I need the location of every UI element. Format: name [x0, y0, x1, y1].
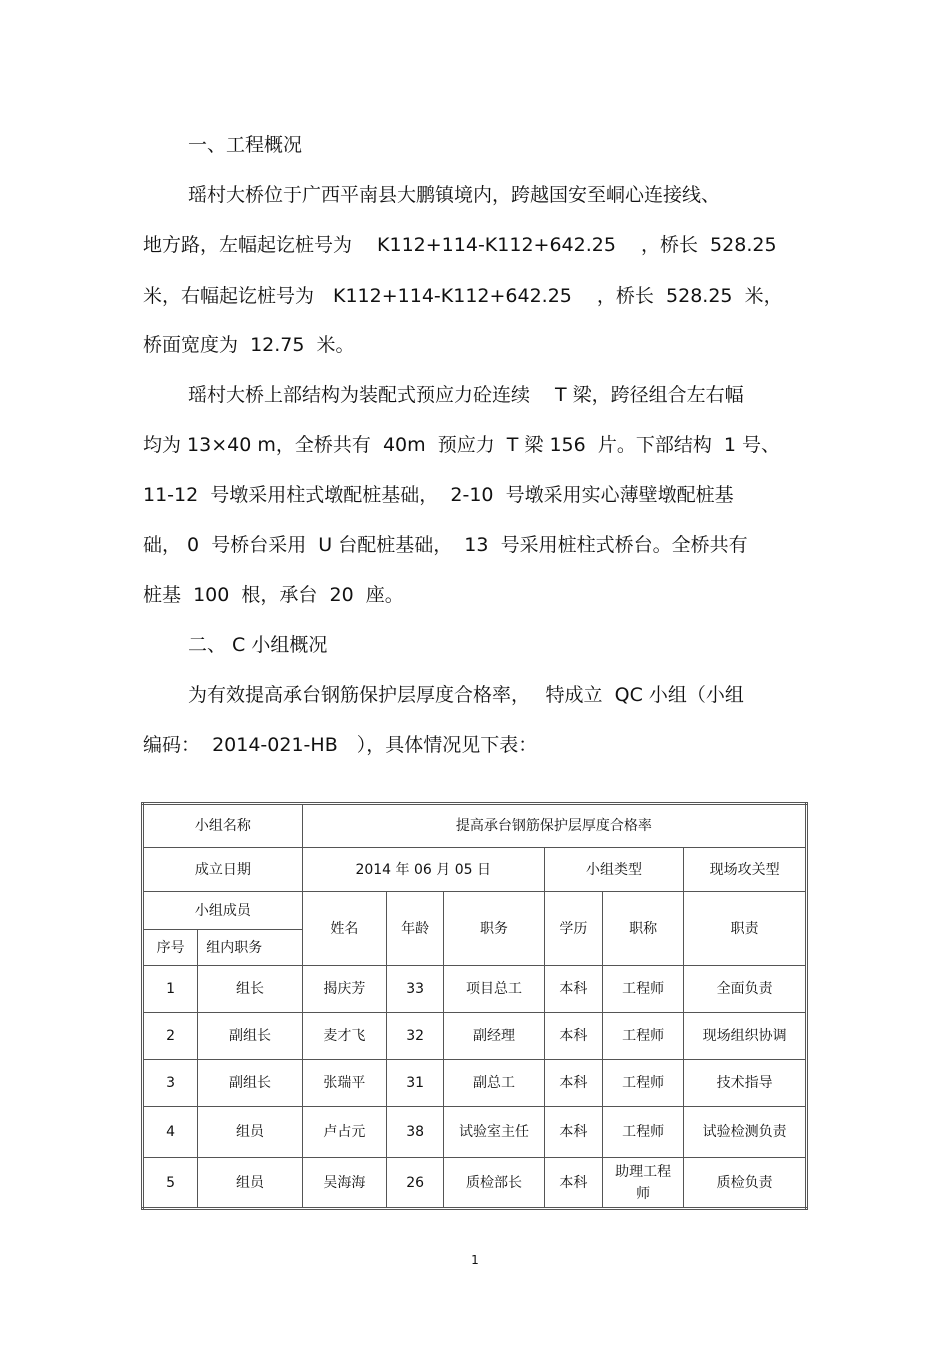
cell-duty: 技术指导	[684, 1060, 807, 1107]
cell-title: 工程师	[602, 1013, 683, 1060]
page-number: 1	[471, 1253, 479, 1267]
header-title: 职称	[602, 892, 683, 966]
table-row	[143, 892, 807, 930]
members-label: 小组成员	[143, 892, 303, 930]
group-name-value: 提高承台钢筋保护层厚度合格率	[302, 804, 806, 848]
paragraph-line: 米，右幅起讫桩号为 K112+114-K112+642.25 ，桥长 528.25 米，	[143, 285, 783, 307]
table-row	[143, 1107, 807, 1158]
cell-age: 31	[387, 1060, 444, 1107]
paragraph-line: 桩基 100 根，承台 20 座。	[143, 584, 404, 606]
cell-title: 工程师	[602, 1107, 683, 1158]
cell-position: 副经理	[444, 1013, 544, 1060]
qc-group-table	[141, 802, 808, 1210]
paragraph-line: 均为 13×40 m，全桥共有 40m 预应力 T 梁 156 片。下部结构 1 号、	[143, 434, 781, 456]
cell-name: 麦才飞	[302, 1013, 386, 1060]
table-row	[143, 966, 807, 1013]
group-name-label: 小组名称	[143, 804, 303, 848]
cell-duty: 全面负责	[684, 966, 807, 1013]
paragraph-line: 编码： 2014-021-HB ），具体情况见下表：	[143, 734, 538, 756]
header-seq: 序号	[143, 930, 198, 966]
header-education: 学历	[544, 892, 602, 966]
cell-title: 工程师	[602, 966, 683, 1013]
group-type-label: 小组类型	[544, 848, 684, 892]
cell-age: 38	[387, 1107, 444, 1158]
cell-education: 本科	[544, 1107, 602, 1158]
cell-name: 张瑞平	[302, 1060, 386, 1107]
header-name: 姓名	[302, 892, 386, 966]
cell-education: 本科	[544, 1060, 602, 1107]
cell-seq: 4	[143, 1107, 198, 1158]
cell-name: 卢占元	[302, 1107, 386, 1158]
cell-education: 本科	[544, 966, 602, 1013]
cell-title: 工程师	[602, 1060, 683, 1107]
cell-position: 副总工	[444, 1060, 544, 1107]
cell-name: 吴海海	[302, 1158, 386, 1209]
paragraph-line: 桥面宽度为 12.75 米。	[143, 334, 355, 356]
cell-position: 项目总工	[444, 966, 544, 1013]
cell-position: 试验室主任	[444, 1107, 544, 1158]
cell-seq: 2	[143, 1013, 198, 1060]
paragraph-line: 11-12 号墩采用柱式墩配桩基础， 2-10 号墩采用实心薄壁墩配桩基	[143, 484, 734, 506]
cell-role: 组员	[198, 1107, 302, 1158]
table-row	[143, 804, 807, 848]
cell-role: 组长	[198, 966, 302, 1013]
cell-title: 助理工程师	[602, 1158, 683, 1209]
cell-age: 26	[387, 1158, 444, 1209]
cell-duty: 试验检测负责	[684, 1107, 807, 1158]
cell-age: 33	[387, 966, 444, 1013]
cell-seq: 5	[143, 1158, 198, 1209]
paragraph-line: 地方路，左幅起讫桩号为 K112+114-K112+642.25 ，桥长 528.25	[143, 234, 777, 256]
cell-duty: 质检负责	[684, 1158, 807, 1209]
cell-education: 本科	[544, 1013, 602, 1060]
cell-seq: 1	[143, 966, 198, 1013]
cell-position: 质检部长	[444, 1158, 544, 1209]
cell-role: 副组长	[198, 1060, 302, 1107]
cell-role: 组员	[198, 1158, 302, 1209]
table-row	[143, 1060, 807, 1107]
header-age: 年龄	[387, 892, 444, 966]
table-row	[143, 1013, 807, 1060]
section2-heading: 二、 C 小组概况	[188, 634, 328, 656]
cell-role: 副组长	[198, 1013, 302, 1060]
cell-seq: 3	[143, 1060, 198, 1107]
paragraph-line: 瑶村大桥上部结构为装配式预应力砼连续 T 梁，跨径组合左右幅	[188, 384, 744, 406]
section1-heading: 一、工程概况	[188, 134, 303, 156]
paragraph-line: 础， 0 号桥台采用 U 台配桩基础， 13 号采用桩柱式桥台。全桥共有	[143, 534, 748, 556]
date-value: 2014 年 06 月 05 日	[302, 848, 544, 892]
paragraph-line: 瑶村大桥位于广西平南县大鹏镇境内，跨越国安至峒心连接线、	[188, 184, 721, 206]
cell-name: 揭庆芳	[302, 966, 386, 1013]
group-type-value: 现场攻关型	[684, 848, 807, 892]
header-role: 组内职务	[198, 930, 302, 966]
cell-duty: 现场组织协调	[684, 1013, 807, 1060]
table-row	[143, 848, 807, 892]
header-duty: 职责	[684, 892, 807, 966]
paragraph-line: 为有效提高承台钢筋保护层厚度合格率， 特成立 QC 小组（小组	[188, 684, 744, 706]
table-row	[143, 1158, 807, 1209]
date-label: 成立日期	[143, 848, 303, 892]
header-position: 职务	[444, 892, 544, 966]
cell-age: 32	[387, 1013, 444, 1060]
cell-education: 本科	[544, 1158, 602, 1209]
